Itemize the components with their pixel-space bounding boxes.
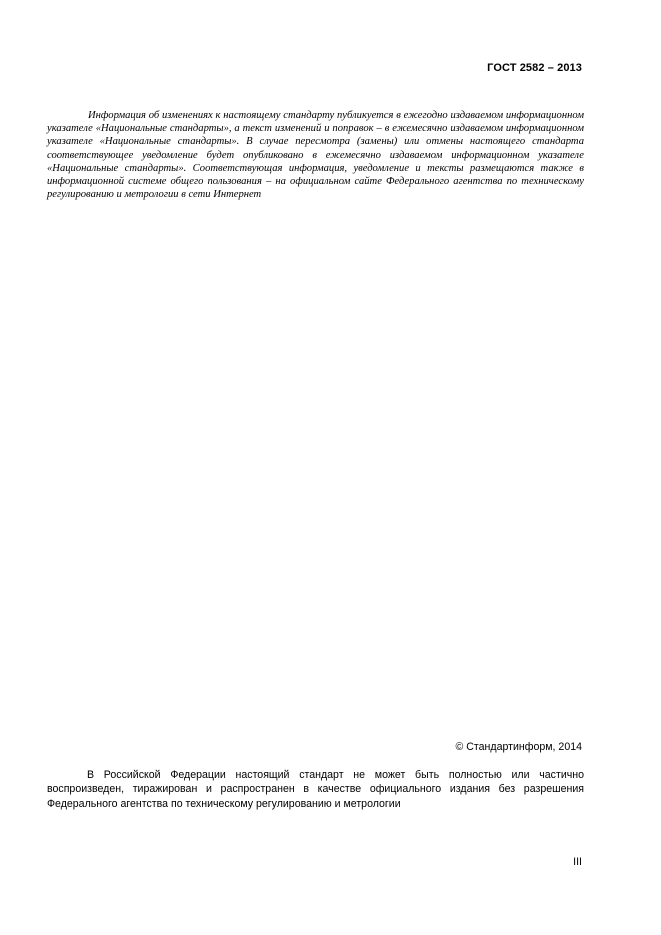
copyright-line: © Стандартинформ, 2014 xyxy=(455,741,582,753)
rights-notice-paragraph: В Российской Федерации настоящий стандарт не может быть полностью или частично воспроизведен, тиражирован и распространен в качестве официального издания без разрешения Федерального агентства по техническому регулированию и метрологии xyxy=(47,769,584,810)
standard-code-header: ГОСТ 2582 – 2013 xyxy=(487,62,582,74)
page-number: III xyxy=(573,856,582,868)
info-notice-paragraph: Информация об изменениях к настоящему стандарту публикуется в ежегодно издаваемом информационном указателе «Национальные стандарты», а текст изменений и поправок – в ежемесячно издаваемом информационном указателе «Национальные стандарты». В случае пересмотра (замены) или отмены настоящего стандарта соответствующее уведомление будет опубликовано в ежемесячно издаваемом информационном указателе «Национальные стандарты». Соответствующая информация, уведомление и тексты размещаются также в информационной системе общего пользования – на официальном сайте Федерального агентства по техническому регулированию и метрологии в сети Интернет xyxy=(47,110,584,201)
